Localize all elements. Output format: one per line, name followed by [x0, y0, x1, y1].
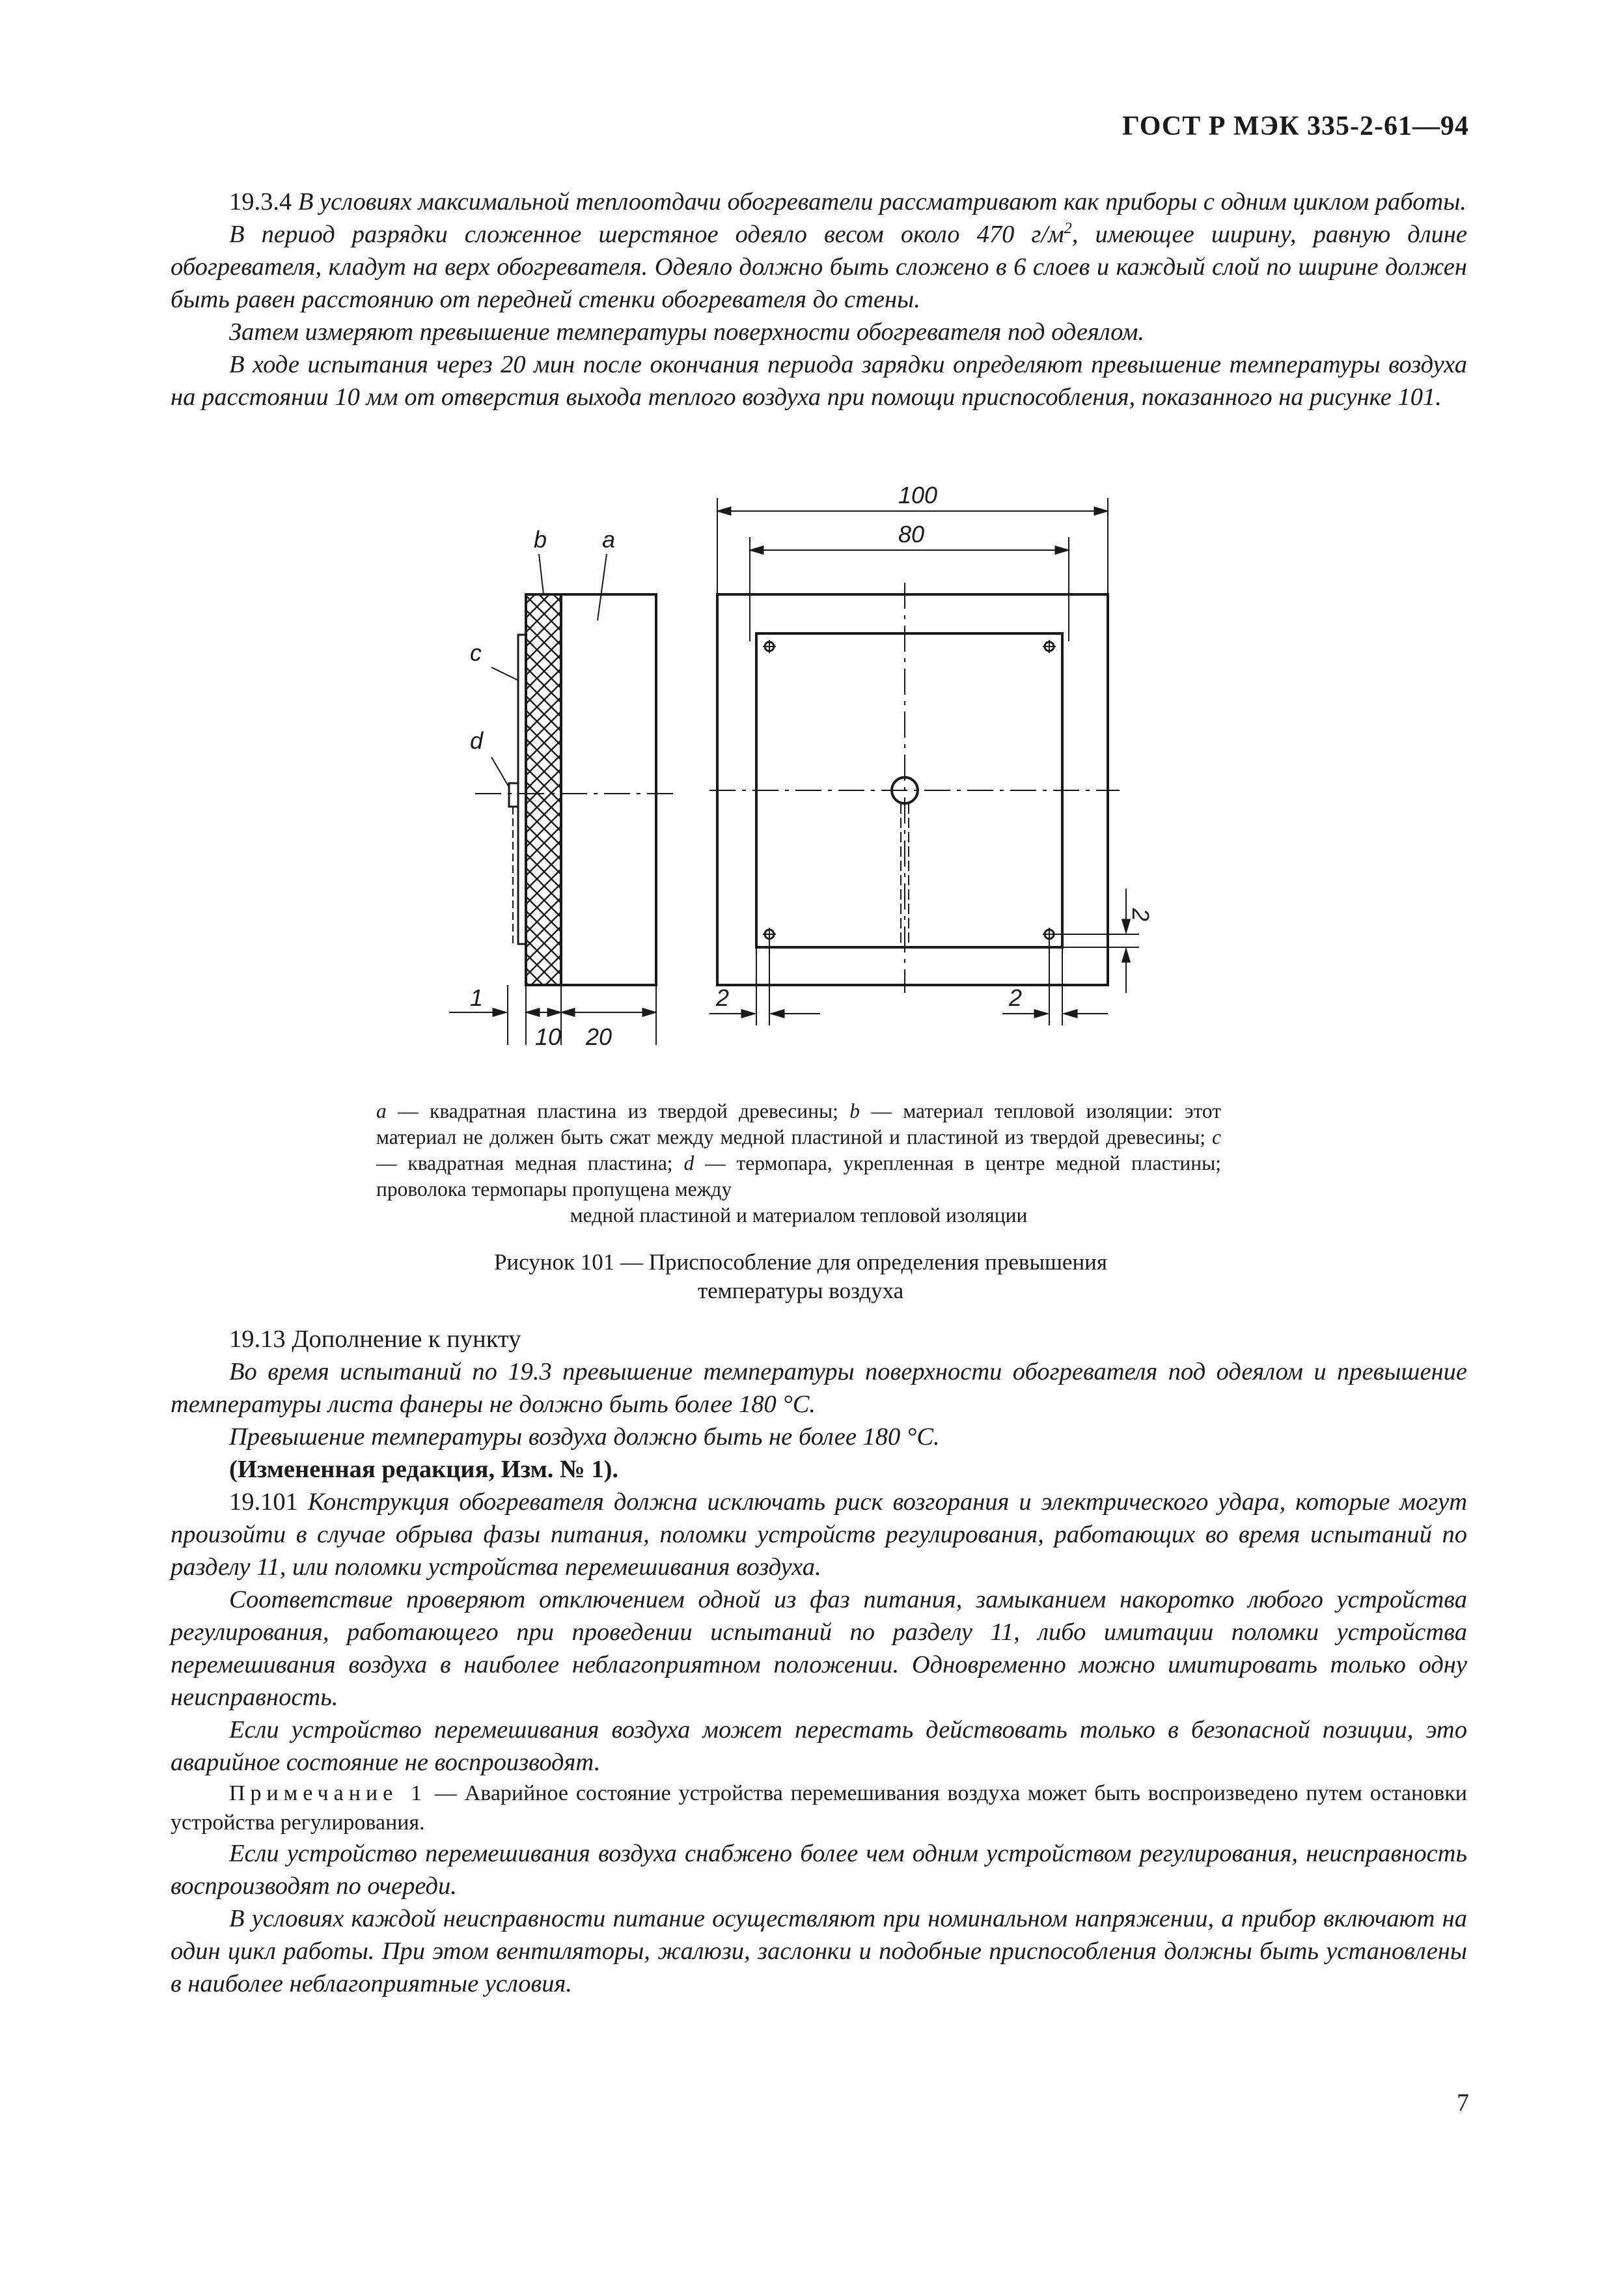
dim-100: 100: [898, 485, 938, 508]
paragraph-19-101-5: В условиях каждой неисправности питание осуществляют при номинальном напряжении, а прибор включают на один цикл работы. При этом вентиляторы, жалюзи, заслонки и подобные приспособления должны быть установлены в наиболее неблагоприятные условия.: [171, 1905, 1467, 1997]
blanket-text-a: В период разрядки сложенное шерстяное одеяло весом около 470 г/м: [229, 221, 1064, 248]
note-label: Примечание 1: [229, 1781, 428, 1805]
legend-text-c: — квадратная медная пластина;: [376, 1152, 684, 1174]
paragraph-19-101-4: Если устройство перемешивания воздуха снабжено более чем одним устройством регулирования, неисправность воспроизводят по очереди.: [171, 1840, 1467, 1900]
dim-80: 80: [898, 521, 925, 548]
legend-key-c: c: [1212, 1126, 1221, 1148]
paragraph-19-101-1: [171, 1486, 1467, 1583]
figure-caption: [378, 1248, 1224, 1305]
clause-number: 19.3.4: [229, 188, 292, 215]
top-text-block: [171, 186, 1467, 413]
page-number: 7: [1457, 2089, 1469, 2117]
legend-body: [376, 1098, 1221, 1202]
dim-1: 1: [470, 984, 484, 1011]
dim-2-vertical: 2: [1127, 908, 1154, 922]
label-a: a: [602, 526, 616, 553]
front-view: [709, 498, 1139, 1025]
legend-text-d: — термопара, укрепленная в центре медной пластины; проволока термопары пропущена между: [376, 1152, 1221, 1201]
paragraph-blanket: [171, 218, 1467, 316]
paragraph-19-101-3: Если устройство перемешивания воздуха может перестать действовать только в безопасной позиции, это аварийное состояние не воспроизводят.: [171, 1716, 1467, 1776]
legend-key-d: d: [683, 1152, 695, 1174]
clause-number-19-101: 19.101: [229, 1488, 298, 1516]
device-drawing: [430, 485, 1185, 1071]
paragraph-19-13-1: Во время испытаний по 19.3 превышение температуры поверхности обогревателя под одеялом и превышение температуры листа фанеры не должно быть более 180 °С.: [171, 1358, 1467, 1418]
paragraph-19-3-4: [171, 186, 1467, 218]
paragraph-19-101-2: Соответствие проверяют отключением одной из фаз питания, замыканием накоротко любого устройства регулирования, работающего при проведении испытаний по разделу 11, либо имитации поломки устройства перемешивания воздуха в наиболее неблагоприятном положении. Одновременно можно имитировать только одну неисправность.: [171, 1586, 1467, 1711]
legend-key-a: a: [376, 1100, 387, 1122]
caption-line-2: температуры воздуха: [697, 1278, 904, 1303]
caption-line-1: Рисунок 101 — Приспособление для определения превышения: [493, 1249, 1108, 1275]
side-view: [449, 554, 677, 1045]
legend-last-line: медной пластиной и материалом тепловой изоляции: [570, 1204, 1028, 1227]
heading-19-13: 19.13 Дополнение к пункту: [229, 1326, 521, 1353]
blanket-text-b: , имеющее ширину, равную длине обогревателя, кладут на верх обогревателя. Одеяло должно быть сложено в 6 слоев и каждый слой по ширине должен быть равен расстоянию от передней стенки обогревателя до стены.: [171, 221, 1467, 313]
label-b: b: [534, 526, 547, 553]
dim-10: 10: [535, 1023, 562, 1050]
document-header: ГОСТ Р МЭК 335-2-61—94: [1122, 111, 1469, 141]
lower-text-block: [171, 1323, 1467, 2000]
dim-20: 20: [586, 1023, 612, 1050]
legend-text-a: — квадратная пластина из твердой древесины;: [386, 1100, 850, 1122]
label-c: c: [470, 639, 482, 666]
figure-legend: [376, 1098, 1221, 1229]
insulation-hatch: [526, 594, 561, 985]
paragraph-measure: Затем измеряют превышение температуры поверхности обогревателя под одеялом.: [229, 318, 1145, 346]
legend-text-b: — материал тепловой изоляции: этот материал не должен быть сжат между медной пластиной и пластиной из твердой древесины;: [376, 1100, 1222, 1148]
label-d: d: [470, 727, 484, 754]
thermocouple-side: [509, 783, 518, 807]
figure-101-drawing: [430, 485, 1185, 1071]
note-text: — Аварийное состояние устройства перемешивания воздуха может быть воспроизведено путем остановки устройства регулирования.: [171, 1781, 1467, 1835]
dim-2-right: 2: [1009, 984, 1023, 1011]
clause-text-19-101: Конструкция обогревателя должна исключать риск возгорания и электрического удара, которые могут произойти в случае обрыва фазы питания, поломки устройств регулирования, работающих во время испытаний по разделу 11, или поломки устройства перемешивания воздуха.: [171, 1488, 1468, 1581]
amendment-note: (Измененная редакция, Изм. № 1).: [229, 1456, 619, 1483]
legend-key-b: b: [849, 1100, 860, 1122]
paragraph-19-13-2: Превышение температуры воздуха должно быть не более 180 °С.: [229, 1423, 940, 1451]
paragraph-test: В ходе испытания через 20 мин после окончания периода зарядки определяют превышение температуры воздуха на расстоянии 10 мм от отверстия выхода теплого воздуха при помощи приспособления, показанного на рисунке 101.: [171, 351, 1467, 411]
note-1: [171, 1779, 1467, 1837]
superscript-2: 2: [1064, 220, 1072, 238]
clause-text: В условиях максимальной теплоотдачи обогреватели рассматривают как приборы с одним циклом работы.: [297, 188, 1466, 215]
dim-2-left: 2: [716, 984, 730, 1011]
